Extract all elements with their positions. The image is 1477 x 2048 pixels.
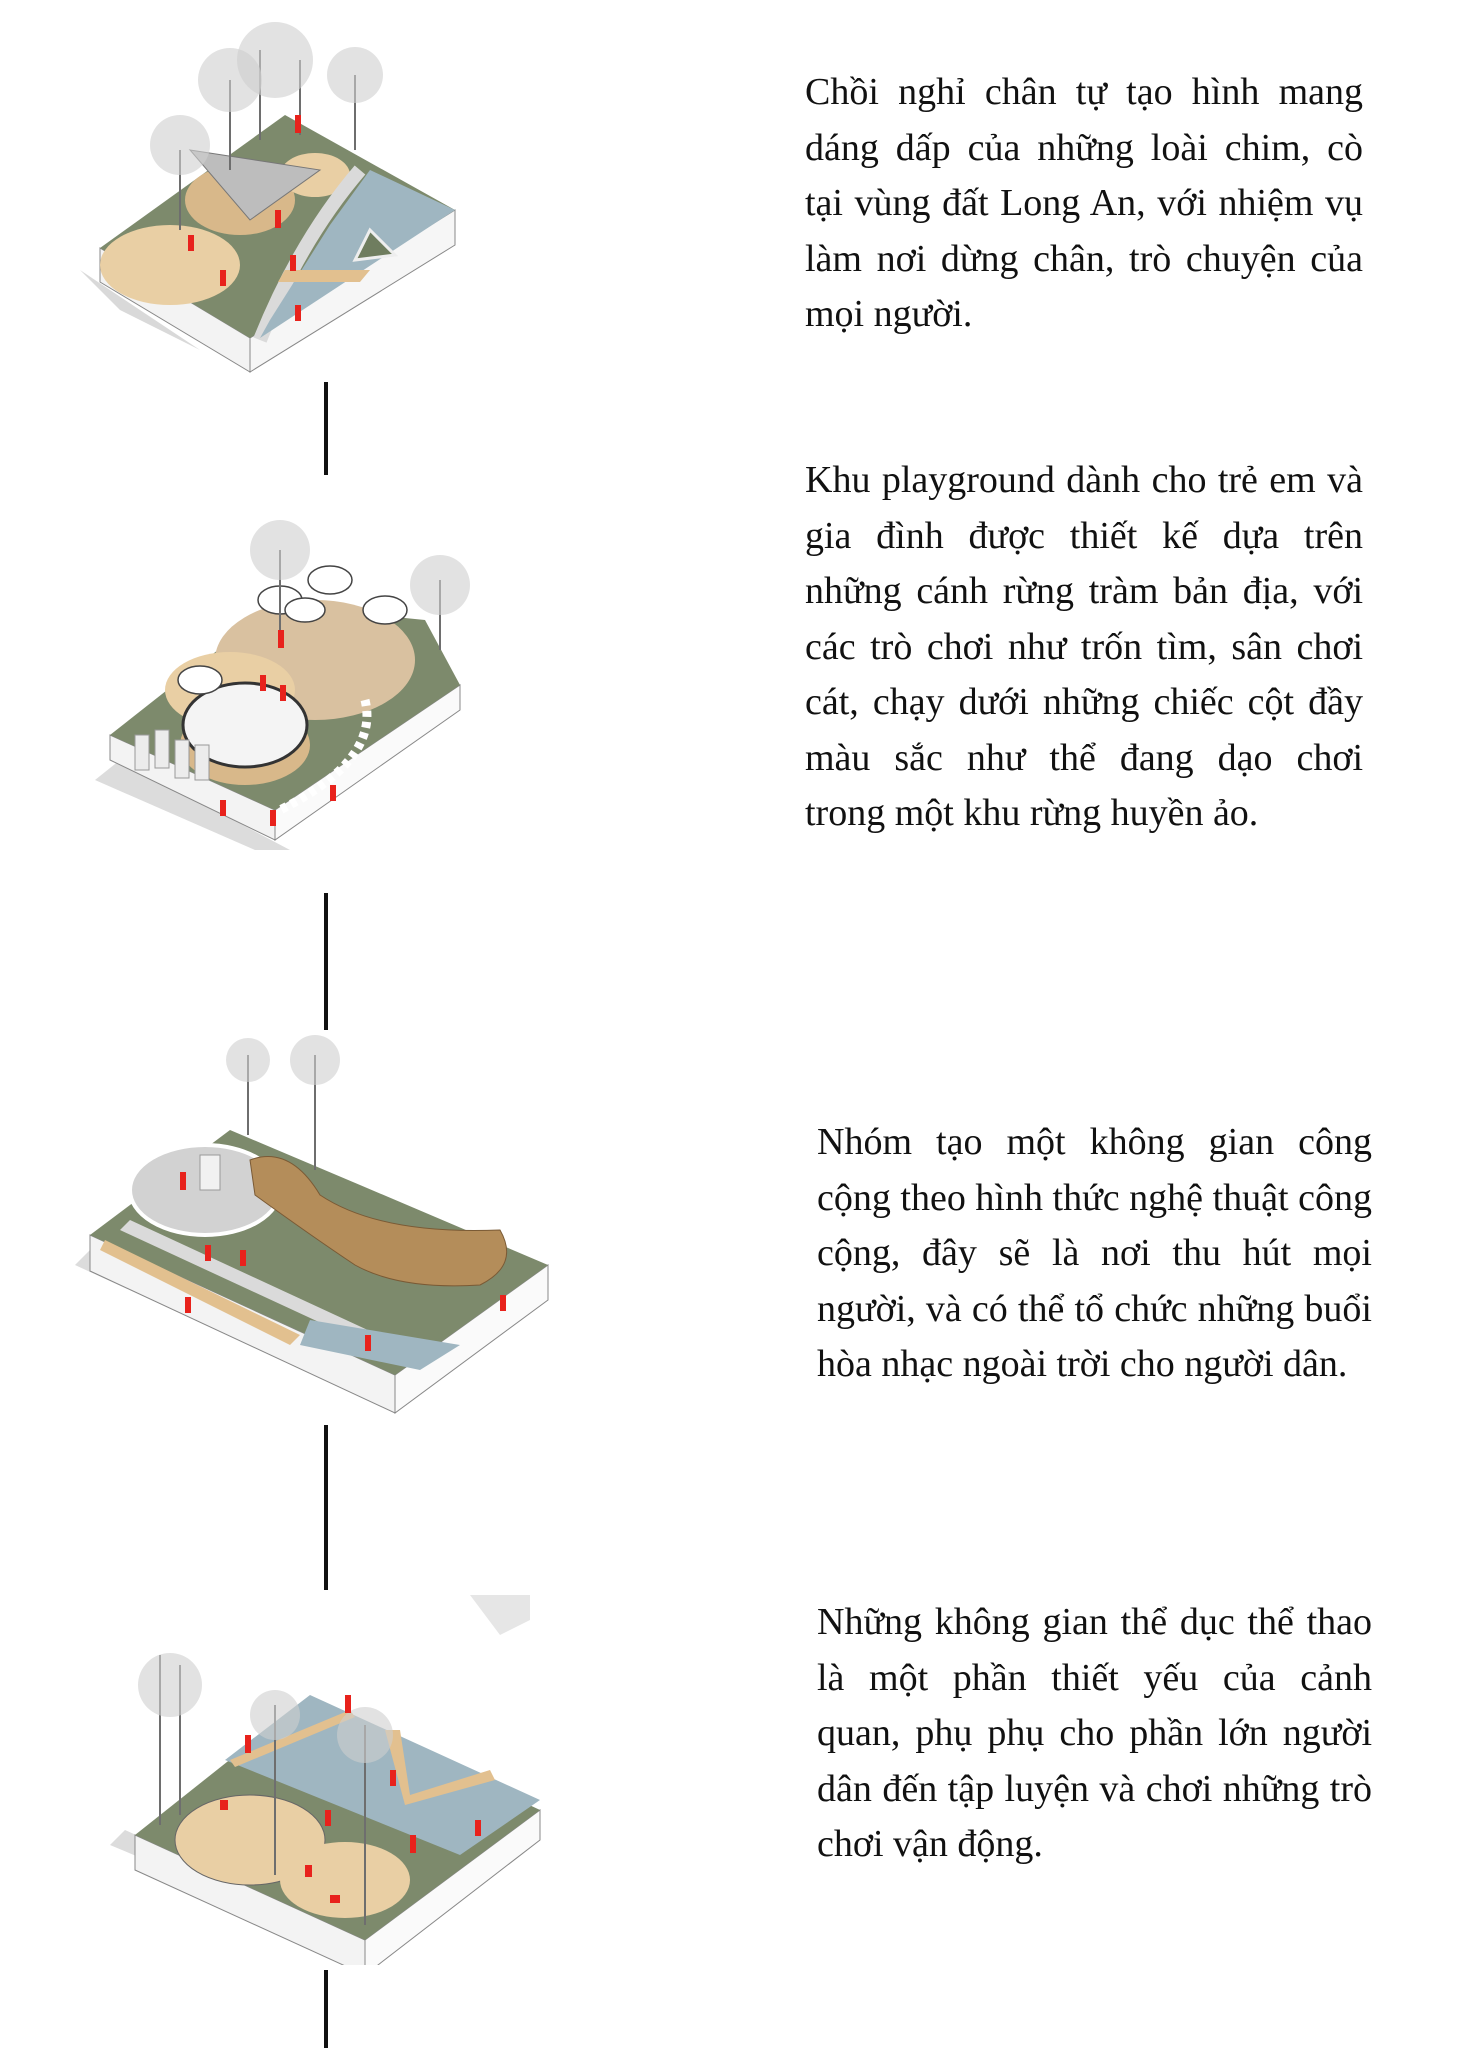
bridge [278, 270, 370, 282]
connector-line [324, 1970, 328, 2048]
connector-line [324, 1425, 328, 1590]
diagram-fitness-space [100, 1595, 580, 1965]
connector-line [324, 893, 328, 1030]
diagram-forest-playground [80, 510, 500, 850]
diagram-bird-pavilion [60, 20, 480, 380]
section-description: Chồi nghỉ chân tự tạo hình mang dáng dấp của những loài chim, cò tại vùng đất Long An, với nhiệm vụ làm nơi dừng chân, trò chuyện của mọi người. [805, 71, 1363, 335]
connector-line [324, 382, 328, 475]
sand-court-right [280, 1842, 410, 1918]
neighbour-block [470, 1595, 530, 1635]
section-description: Những không gian thể dục thể thao là một phần thiết yếu của cảnh quan, phụ phụ cho phần lớn người dân đến tập luyện và chơi những trò chơi vận động. [817, 1601, 1372, 1865]
diagram-public-art-space [60, 1035, 560, 1420]
monument [200, 1155, 220, 1190]
section-description: Nhóm tạo một không gian công cộng theo hình thức nghệ thuật công cộng, đây sẽ là nơi thu hút mọi người, và có thể tổ chức những buổi hòa nhạc ngoài trời cho người dân. [817, 1121, 1372, 1385]
sand-plaza [100, 225, 240, 305]
section-description: Khu playground dành cho trẻ em và gia đình được thiết kế dựa trên những cánh rừng tràm bản địa, với các trò chơi như trốn tìm, sân chơi cát, chạy dưới những chiếc cột đầy màu sắc như thể đang dạo chơi trong một khu rừng huyền ảo. [805, 459, 1363, 834]
